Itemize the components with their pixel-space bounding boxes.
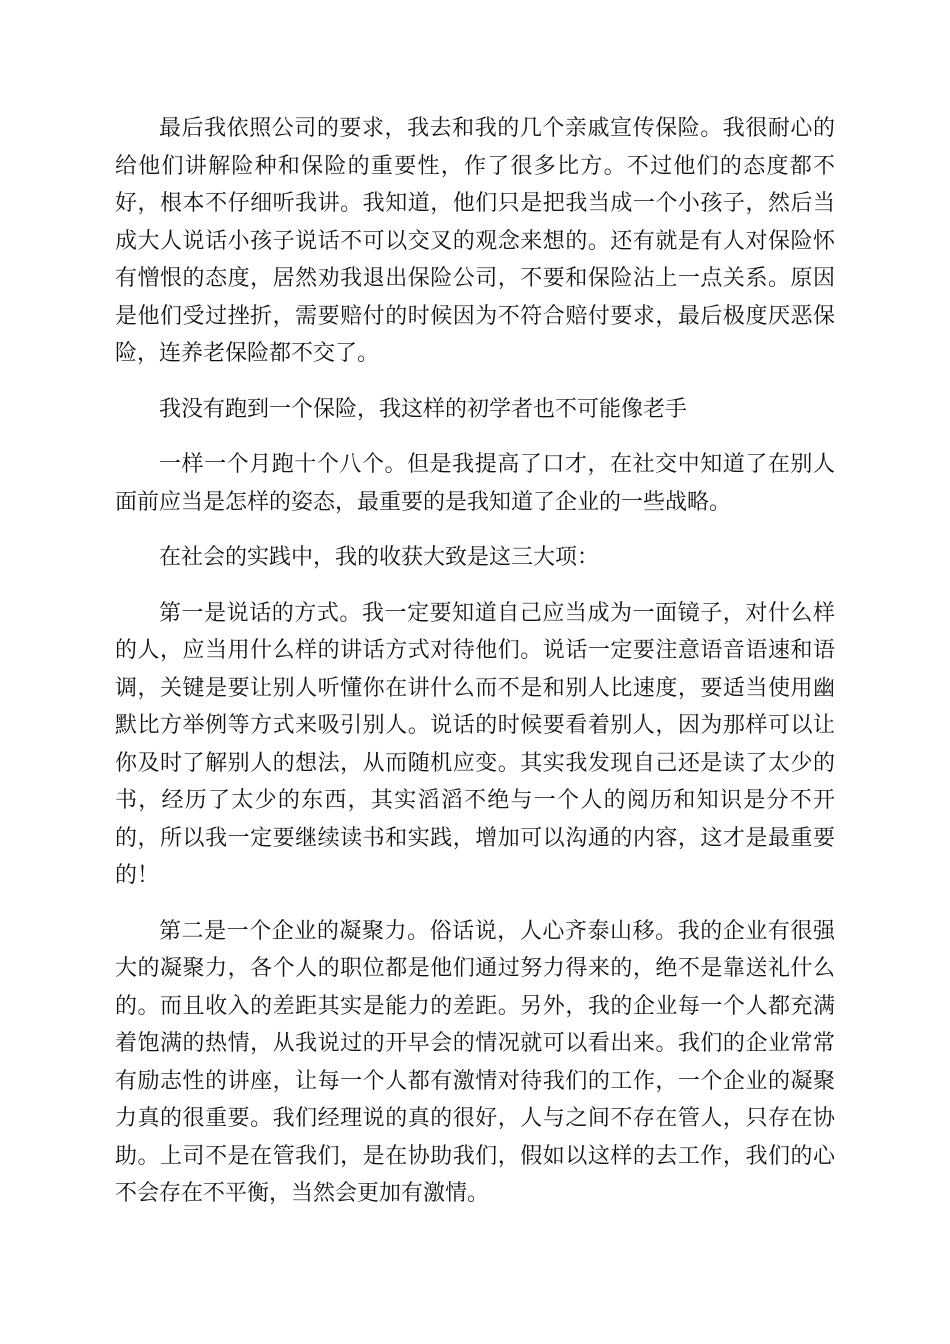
paragraph-cohesion: 第二是一个企业的凝聚力。俗话说，人心齐泰山移。我的企业有很强大的凝聚力，各个人的职位都是他们通过努力得来的，绝不是靠送礼什么的。而且收入的差距其实是能力的差距。另外，我的企业每一个人都充满着饱满的热情，从我说过的开早会的情况就可以看出来。我们的企业常常有励志性的讲座，让每一个人都有激情对待我们的工作，一个企业的凝聚力真的很重要。我们经理说的真的很好，人与之间不存在管人，只存在协助。上司不是在管我们，是在协助我们，假如以这样的去工作，我们的心不会存在不平衡，当然会更加有激情。 [115, 918, 835, 1206]
paragraph-no-sales: 我没有跑到一个保险，我这样的初学者也不可能像老手 [159, 396, 688, 422]
paragraph-improved-eloquence: 一样一个月跑十个八个。但是我提高了口才，在社交中知道了在别人面前应当是怎样的姿态，最重要的是我知道了企业的一些战略。 [115, 452, 835, 515]
paragraph-three-gains: 在社会的实践中，我的收获大致是这三大项： [159, 545, 600, 570]
paragraph-gap [115, 895, 835, 913]
paragraph-gap [115, 373, 835, 391]
paragraph-speaking-manner: 第一是说话的方式。我一定要知道自己应当成为一面镜子，对什么样的人，应当用什么样的讲话方式对待他们。说话一定要注意语音语速和语调，关键是要让别人听懂你在讲什么而不是和别人比速度，要适当使用幽默比方举例等方式来吸引别人。说话的时候要看着别人，因为那样可以让你及时了解别人的想法，从而随机应变。其实我发现自己还是读了太少的书，经历了太少的东西，其实滔滔不绝与一个人的阅历和知识是分不开的，所以我一定要继续读书和实践，增加可以沟通的内容，这才是最重要的！ [115, 600, 835, 888]
paragraph-insurance-relatives: 最后我依照公司的要求，我去和我的几个亲戚宣传保险。我很耐心的给他们讲解险种和保险的重要性，作了很多比方。不过他们的态度都不好，根本不仔细听我讲。我知道，他们只是把我当成一个小孩子，然后当成大人说话小孩子说话不可以交叉的观念来想的。还有就是有人对保险怀有憎恨的态度，居然劝我退出保险公司，不要和保险沾上一点关系。原因是他们受过挫折，需要赔付的时候因为不符合赔付要求，最后极度厌恶保险，连养老保险都不交了。 [115, 116, 835, 366]
paragraph-gap [115, 428, 835, 446]
paragraph-gap [115, 577, 835, 595]
document-body [115, 110, 835, 1213]
paragraph-gap [115, 521, 835, 539]
